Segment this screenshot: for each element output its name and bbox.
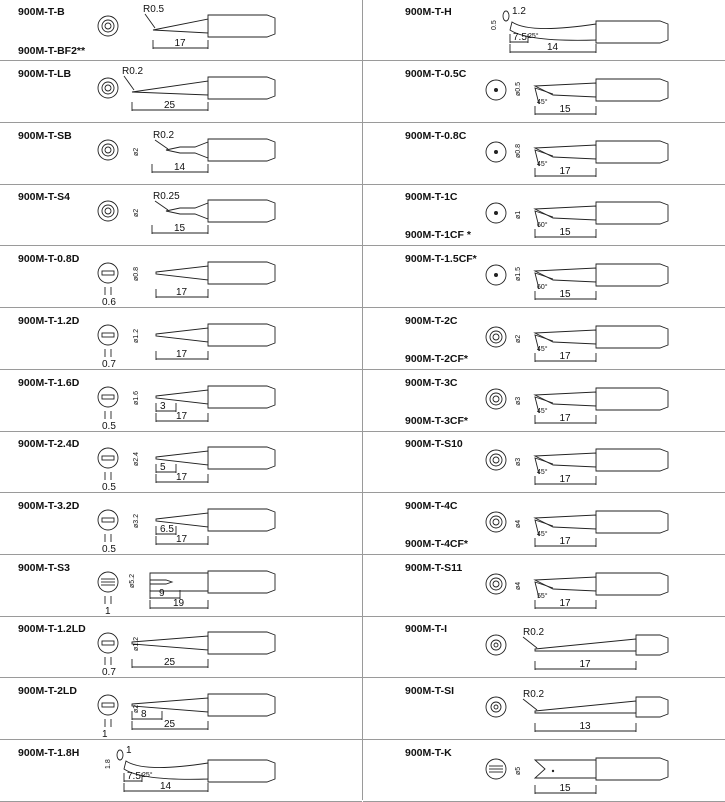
tip-drawing bbox=[363, 247, 725, 308]
tip-model-label: 900M-T-1C bbox=[405, 191, 458, 203]
end-view-inner-circle bbox=[490, 454, 502, 466]
radius-leader bbox=[124, 76, 134, 90]
tip-cone bbox=[153, 19, 208, 33]
tip-pin bbox=[166, 203, 208, 219]
left-column bbox=[0, 0, 362, 800]
tip-sleeve bbox=[208, 77, 275, 99]
length-label: 25 bbox=[164, 100, 176, 111]
diameter-label: ø1.2 bbox=[133, 328, 140, 343]
tip-bevel bbox=[535, 206, 596, 220]
end-view-slot bbox=[102, 271, 114, 275]
end-view-outer-circle bbox=[98, 16, 118, 36]
bend-angle-label: 25° bbox=[528, 33, 539, 40]
tip-drawing bbox=[363, 62, 725, 123]
tip-knife bbox=[535, 760, 596, 778]
flat-length-label: 6.5 bbox=[160, 524, 174, 535]
tip-drawing bbox=[363, 741, 725, 802]
tip-sleeve bbox=[596, 202, 668, 224]
diameter-label: ø4 bbox=[515, 519, 522, 528]
length-label: 14 bbox=[160, 781, 172, 792]
length-label: 15 bbox=[559, 289, 571, 300]
tip-end-ellipse bbox=[117, 750, 123, 760]
tip-cell bbox=[0, 617, 362, 678]
tip-sleeve bbox=[596, 511, 668, 533]
tip-drawing bbox=[363, 371, 725, 432]
tip-cell bbox=[0, 679, 362, 740]
tip-sleeve bbox=[208, 760, 275, 782]
tip-cell bbox=[0, 556, 362, 617]
face-width-label: 1 bbox=[105, 606, 111, 617]
tip-thickness-label: 0.5 bbox=[491, 20, 498, 30]
diameter-label: ø3.2 bbox=[133, 513, 140, 528]
end-view-slot bbox=[102, 456, 114, 460]
tip-bevel bbox=[535, 268, 596, 282]
length-label: 17 bbox=[559, 536, 571, 547]
radius-label: R0.5 bbox=[143, 4, 165, 15]
end-view-core bbox=[494, 643, 498, 647]
length-label: 17 bbox=[174, 38, 186, 49]
face-width-label: 0.6 bbox=[102, 297, 116, 308]
tip-sleeve bbox=[208, 509, 275, 531]
tip-model-label: 900M-T-3.2D bbox=[18, 500, 80, 512]
end-view-core bbox=[494, 705, 498, 709]
tip-drawing bbox=[0, 247, 362, 308]
length-label: 19 bbox=[173, 598, 185, 609]
tip-width-label: 1 bbox=[126, 745, 132, 756]
end-view-inner-circle bbox=[491, 702, 501, 712]
tip-sleeve bbox=[208, 262, 275, 284]
tip-chisel bbox=[156, 266, 208, 280]
bend-length-label: 7.5 bbox=[513, 32, 527, 43]
bevel-angle-label: 45° bbox=[537, 531, 548, 538]
end-view-outer-circle bbox=[98, 263, 118, 283]
bevel-angle-label: 45° bbox=[537, 469, 548, 476]
tip-model-label: 900M-T-SI bbox=[405, 685, 455, 697]
tip-drawing bbox=[0, 494, 362, 555]
length-label: 25 bbox=[164, 657, 176, 668]
tip-drawing bbox=[363, 0, 725, 61]
tip-model-label: 900M-T-1.8H bbox=[18, 747, 80, 759]
bevel-angle-label: 60° bbox=[537, 284, 548, 291]
tip-model-label: 900M-T-K bbox=[405, 747, 452, 759]
tip-sleeve bbox=[596, 449, 668, 471]
radius-leader bbox=[523, 637, 537, 648]
diameter-label: ø4 bbox=[515, 581, 522, 590]
tip-cell bbox=[363, 185, 725, 246]
end-view-inner-circle bbox=[490, 331, 502, 343]
end-view-outer-circle bbox=[98, 387, 118, 407]
length-label: 17 bbox=[176, 349, 188, 360]
tip-drawing bbox=[0, 556, 362, 617]
tip-bevel bbox=[535, 453, 596, 467]
tip-drawing bbox=[363, 185, 725, 246]
end-view-outer-circle bbox=[98, 78, 118, 98]
tip-cell bbox=[363, 617, 725, 678]
end-view-outer-circle bbox=[98, 201, 118, 221]
tip-width-label: 1.2 bbox=[512, 6, 526, 17]
length-label: 17 bbox=[559, 598, 571, 609]
radius-leader bbox=[155, 201, 168, 210]
tip-cell bbox=[363, 0, 725, 61]
bend-angle-label: 25° bbox=[142, 772, 153, 779]
end-view-outer-circle bbox=[98, 695, 118, 715]
tip-drawing bbox=[363, 309, 725, 370]
bevel-angle-label: 45° bbox=[537, 346, 548, 353]
end-view-slot bbox=[102, 333, 114, 337]
end-view-dot bbox=[494, 150, 498, 154]
end-view-outer-circle bbox=[98, 633, 118, 653]
end-view-inner-circle bbox=[102, 82, 114, 94]
tip-drawing bbox=[363, 494, 725, 555]
tip-cone bbox=[132, 81, 208, 95]
length-label: 17 bbox=[176, 411, 188, 422]
diameter-label: ø3 bbox=[515, 457, 522, 466]
radius-leader bbox=[155, 140, 168, 149]
end-view-dot bbox=[494, 88, 498, 92]
end-view-core bbox=[493, 396, 499, 402]
end-view-dot bbox=[494, 273, 498, 277]
tip-needle bbox=[535, 639, 636, 651]
tip-sleeve bbox=[208, 694, 275, 716]
diameter-label: ø5 bbox=[515, 766, 522, 775]
end-view-inner-circle bbox=[102, 144, 114, 156]
tip-drawing bbox=[0, 371, 362, 432]
end-view-core bbox=[493, 519, 499, 525]
length-label: 17 bbox=[559, 166, 571, 177]
diameter-label: ø1.5 bbox=[515, 266, 522, 281]
radius-label: R0.25 bbox=[153, 191, 180, 202]
end-view-inner-circle bbox=[490, 578, 502, 590]
length-label: 25 bbox=[164, 719, 176, 730]
tip-sleeve bbox=[596, 326, 668, 348]
tip-needle bbox=[535, 701, 636, 713]
tip-alt-model-label: 900M-T-2CF* bbox=[405, 353, 469, 365]
tip-cell bbox=[363, 62, 725, 123]
tip-sleeve bbox=[596, 573, 668, 595]
end-view-inner-circle bbox=[102, 205, 114, 217]
tip-cell bbox=[363, 432, 725, 493]
face-width-label: 0.5 bbox=[102, 482, 116, 493]
diameter-label: ø1.2 bbox=[133, 636, 140, 651]
tip-model-label: 900M-T-H bbox=[405, 6, 452, 18]
end-view-core bbox=[105, 208, 111, 214]
radius-leader bbox=[145, 14, 155, 28]
right-column bbox=[363, 0, 725, 800]
end-view-outer-circle bbox=[486, 574, 506, 594]
tip-drawing bbox=[363, 617, 725, 678]
tip-drawing bbox=[0, 617, 362, 678]
length-label: 17 bbox=[559, 351, 571, 362]
tip-sleeve bbox=[208, 386, 275, 408]
tip-drawing bbox=[0, 0, 362, 61]
tip-sleeve bbox=[596, 758, 668, 780]
diameter-label: ø0.8 bbox=[515, 143, 522, 158]
tip-alt-model-label: 900M-T-BF2** bbox=[18, 45, 86, 57]
tip-model-label: 900M-T-3C bbox=[405, 377, 458, 389]
tip-alt-model-label: 900M-T-4CF* bbox=[405, 538, 469, 550]
tip-cell bbox=[0, 494, 362, 555]
tip-model-label: 900M-T-1.6D bbox=[18, 377, 80, 389]
tip-model-label: 900M-T-1.2LD bbox=[18, 623, 86, 635]
tip-end-ellipse bbox=[503, 11, 509, 21]
end-view-outer-circle bbox=[486, 635, 506, 655]
diameter-label: ø0.5 bbox=[515, 81, 522, 96]
radius-label: R0.2 bbox=[523, 689, 545, 700]
bevel-angle-label: 55° bbox=[537, 593, 548, 600]
tip-model-label: 900M-T-S4 bbox=[18, 191, 70, 203]
tip-thickness-label: 1.8 bbox=[105, 759, 112, 769]
tip-drawing bbox=[363, 432, 725, 493]
length-label: 15 bbox=[559, 104, 571, 115]
length-label: 15 bbox=[559, 227, 571, 238]
flat-length-label: 8 bbox=[141, 709, 147, 720]
tip-alt-model-label: 900M-T-3CF* bbox=[405, 415, 469, 427]
end-view-core bbox=[493, 581, 499, 587]
tip-cell bbox=[0, 371, 362, 432]
tip-sleeve bbox=[208, 15, 275, 37]
tip-model-label: 900M-T-S3 bbox=[18, 562, 70, 574]
length-label: 17 bbox=[559, 474, 571, 485]
tip-drawing bbox=[0, 62, 362, 123]
tip-model-label: 900M-T-2LD bbox=[18, 685, 77, 697]
tip-model-label: 900M-T-I bbox=[405, 623, 448, 635]
end-view-slot bbox=[102, 703, 114, 707]
tip-sleeve bbox=[636, 697, 668, 717]
tip-sleeve bbox=[208, 200, 275, 222]
tip-model-label: 900M-T-0.8D bbox=[18, 253, 80, 265]
end-view-slot bbox=[102, 395, 114, 399]
tip-pin bbox=[166, 142, 208, 158]
tip-drawing bbox=[0, 309, 362, 370]
tip-chisel bbox=[156, 328, 208, 342]
diameter-label: ø2 bbox=[133, 147, 140, 156]
tip-cell bbox=[363, 679, 725, 740]
tip-sleeve bbox=[208, 324, 275, 346]
tip-cell bbox=[0, 432, 362, 493]
diameter-label: ø2 bbox=[133, 208, 140, 217]
flat-length-label: 9 bbox=[159, 588, 165, 599]
flat-length-label: 3 bbox=[160, 401, 166, 412]
end-view-outer-circle bbox=[98, 510, 118, 530]
diameter-label: ø2.4 bbox=[133, 451, 140, 466]
tip-chisel bbox=[132, 636, 208, 650]
tip-model-label: 900M-T-0.5C bbox=[405, 68, 467, 80]
diameter-label: ø2 bbox=[515, 334, 522, 343]
tip-drawing bbox=[363, 679, 725, 740]
tip-drawing bbox=[0, 741, 362, 802]
tip-sleeve bbox=[596, 21, 668, 43]
end-view-outer-circle bbox=[486, 327, 506, 347]
length-label: 13 bbox=[579, 721, 591, 732]
flat-length-label: 5 bbox=[160, 462, 166, 473]
bevel-angle-label: 45° bbox=[537, 408, 548, 415]
bevel-angle-label: 45° bbox=[537, 99, 548, 106]
tip-model-label: 900M-T-2.4D bbox=[18, 438, 80, 450]
end-view-inner-circle bbox=[491, 640, 501, 650]
bevel-angle-label: 60° bbox=[537, 222, 548, 229]
tip-sleeve bbox=[596, 388, 668, 410]
tip-model-label: 900M-T-SB bbox=[18, 130, 72, 142]
end-view-core bbox=[105, 147, 111, 153]
end-view-core bbox=[493, 334, 499, 340]
tip-sleeve bbox=[636, 635, 668, 655]
tip-bevel bbox=[535, 145, 596, 159]
end-view-inner-circle bbox=[490, 393, 502, 405]
tip-cell bbox=[0, 124, 362, 185]
end-view-outer-circle bbox=[486, 450, 506, 470]
tip-model-label: 900M-T-2C bbox=[405, 315, 458, 327]
tip-cell bbox=[363, 309, 725, 370]
tip-cell bbox=[363, 494, 725, 555]
tip-cell bbox=[0, 185, 362, 246]
tip-model-label: 900M-T-LB bbox=[18, 68, 72, 80]
radius-label: R0.2 bbox=[122, 66, 144, 77]
tip-cell bbox=[0, 741, 362, 802]
end-view-dot bbox=[494, 211, 498, 215]
length-label: 15 bbox=[174, 223, 186, 234]
bend-length-label: 7.5 bbox=[127, 771, 141, 782]
length-label: 17 bbox=[579, 659, 591, 670]
tip-cell bbox=[363, 124, 725, 185]
length-label: 17 bbox=[559, 413, 571, 424]
end-view-inner-circle bbox=[490, 516, 502, 528]
length-label: 14 bbox=[174, 162, 186, 173]
end-view-outer-circle bbox=[486, 697, 506, 717]
end-view-slot bbox=[102, 641, 114, 645]
face-width-label: 1 bbox=[102, 729, 108, 740]
tip-bevel bbox=[535, 515, 596, 529]
tip-bevel bbox=[535, 330, 596, 344]
tip-cell bbox=[0, 247, 362, 308]
length-label: 15 bbox=[559, 783, 571, 794]
diameter-label: ø1.6 bbox=[133, 390, 140, 405]
tip-drawing bbox=[363, 556, 725, 617]
end-view-outer-circle bbox=[486, 512, 506, 532]
tip-drawing bbox=[0, 124, 362, 185]
end-view-outer-circle bbox=[98, 325, 118, 345]
tip-cell bbox=[0, 0, 362, 61]
tip-sleeve bbox=[596, 79, 668, 101]
tip-cell bbox=[363, 371, 725, 432]
tip-drawing bbox=[0, 679, 362, 740]
tip-model-label: 900M-T-1.2D bbox=[18, 315, 80, 327]
diameter-label: ø0.8 bbox=[133, 266, 140, 281]
end-view-outer-circle bbox=[486, 389, 506, 409]
length-label: 17 bbox=[176, 472, 188, 483]
diameter-label: ø1 bbox=[515, 210, 522, 219]
tip-model-label: 900M-T-1.5CF* bbox=[405, 253, 477, 265]
face-width-label: 0.7 bbox=[102, 667, 116, 678]
face-width-label: 0.5 bbox=[102, 421, 116, 432]
tip-model-label: 900M-T-S11 bbox=[405, 562, 463, 574]
end-view-core bbox=[105, 23, 111, 29]
tip-cell bbox=[363, 556, 725, 617]
knife-mark bbox=[552, 770, 554, 772]
end-view-core bbox=[493, 457, 499, 463]
tip-drawing bbox=[0, 185, 362, 246]
end-view-outer-circle bbox=[98, 140, 118, 160]
tip-model-label: 900M-T-0.8C bbox=[405, 130, 467, 142]
face-width-label: 0.5 bbox=[102, 544, 116, 555]
end-view-slot bbox=[102, 518, 114, 522]
tip-sleeve bbox=[208, 571, 275, 593]
bevel-angle-label: 45° bbox=[537, 161, 548, 168]
tip-sleeve bbox=[596, 264, 668, 286]
length-label: 14 bbox=[547, 42, 559, 53]
tip-cell bbox=[0, 309, 362, 370]
diameter-label: ø3 bbox=[515, 396, 522, 405]
tip-model-label: 900M-T-B bbox=[18, 6, 65, 18]
radius-label: R0.2 bbox=[523, 627, 545, 638]
radius-label: R0.2 bbox=[153, 130, 175, 141]
tip-model-label: 900M-T-4C bbox=[405, 500, 458, 512]
face-width-label: 0.7 bbox=[102, 359, 116, 370]
tip-bevel bbox=[535, 392, 596, 406]
length-label: 17 bbox=[176, 534, 188, 545]
radius-leader bbox=[523, 699, 537, 710]
tip-bevel bbox=[535, 577, 596, 591]
tip-sleeve bbox=[596, 141, 668, 163]
end-view-outer-circle bbox=[98, 448, 118, 468]
end-view-inner-circle bbox=[102, 20, 114, 32]
length-label: 17 bbox=[176, 287, 188, 298]
tip-sleeve bbox=[208, 139, 275, 161]
diameter-label: ø2 bbox=[133, 704, 140, 713]
end-view-core bbox=[105, 85, 111, 91]
tip-cell bbox=[0, 62, 362, 123]
tip-alt-model-label: 900M-T-1CF * bbox=[405, 229, 471, 241]
tip-model-label: 900M-T-S10 bbox=[405, 438, 463, 450]
tip-cell bbox=[363, 247, 725, 308]
tip-bevel bbox=[535, 83, 596, 97]
tip-sleeve bbox=[208, 632, 275, 654]
tip-cell bbox=[363, 741, 725, 802]
diameter-label: ø5.2 bbox=[129, 573, 136, 588]
tip-drawing bbox=[363, 124, 725, 185]
tip-drawing bbox=[0, 432, 362, 493]
tip-sleeve bbox=[208, 447, 275, 469]
